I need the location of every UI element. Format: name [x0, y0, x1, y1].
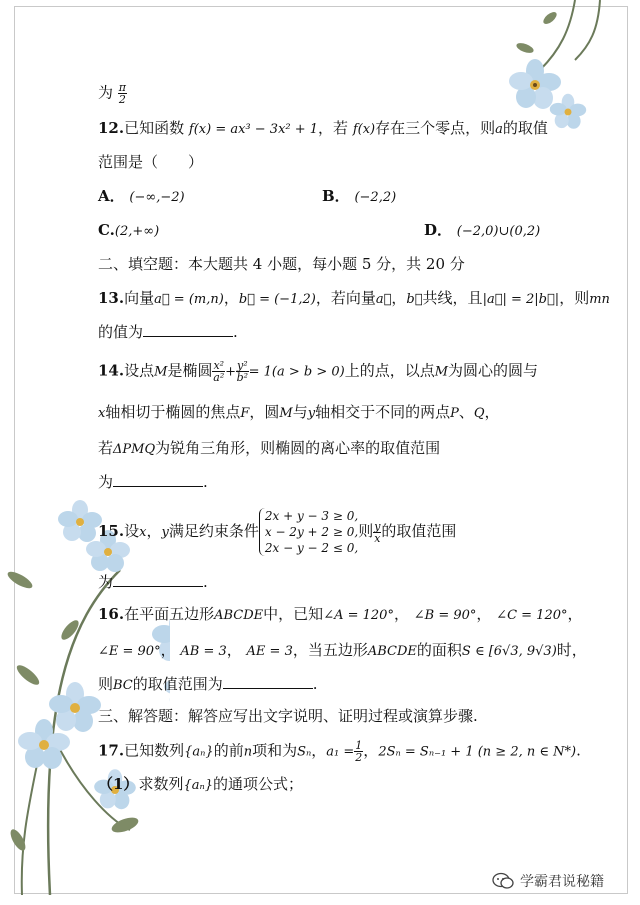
q12-option-b-label: B．: [322, 187, 350, 205]
q14-b2: b²: [236, 371, 249, 384]
q16-pentagon2: ABCDE: [367, 644, 417, 659]
q14-text9: 、: [458, 403, 474, 421]
q13-mn: mn: [589, 292, 610, 307]
q12-text4: 的取值: [502, 119, 548, 137]
q12-option-d-label: D．: [424, 221, 453, 239]
q11-frac-den: 2: [118, 93, 126, 106]
q17-n: n: [243, 744, 253, 760]
q11-frac-num: π: [118, 81, 127, 94]
q12-text1: 已知函数: [124, 119, 185, 137]
q15-line1: [98, 508, 456, 556]
q12-function: f(x) = ax³ − 3x² + 1: [188, 122, 319, 137]
q14-line1: [98, 360, 538, 383]
q13-vec-a: a⃗ = (m,n): [154, 292, 224, 307]
q17-text5: ，: [363, 741, 379, 760]
q12-a: a: [495, 122, 503, 137]
q11-fraction: [118, 82, 127, 105]
q14-m2: M: [434, 364, 449, 380]
q13-text5: 共线，且: [422, 289, 483, 307]
q12-option-d-value: (−2,0)∪(0,2): [456, 224, 541, 239]
q11-tail: [98, 82, 127, 105]
q14-frac-x: [212, 360, 225, 383]
q14-text11: 若: [98, 439, 114, 457]
q15-constraints: [259, 508, 358, 556]
q13-condition: |a⃗| = 2|b⃗|: [482, 292, 560, 307]
q13-line2: [98, 322, 238, 342]
q13-text6: ，则: [559, 289, 590, 307]
q16-text1: 在平面五边形: [124, 605, 215, 623]
q14-text12: 为锐角三角形，则椭圆的离心率的取值范围: [155, 439, 441, 457]
q12-number: 12.: [98, 119, 125, 137]
q13-text1: 向量: [124, 289, 155, 307]
section-2-heading: [98, 254, 465, 274]
q17-number: 17.: [98, 741, 125, 760]
q16-text7: 的取值范围为: [132, 675, 223, 693]
q16-line3: [98, 674, 318, 696]
q14-end: .: [203, 473, 208, 491]
q12-text5: 范围是（ ）: [98, 153, 204, 171]
q16-answer-blank: [223, 674, 313, 689]
q15-constraint-1: 2x + y − 3 ≥ 0,: [264, 509, 359, 523]
q14-x: x: [98, 406, 106, 421]
q13-line1: [98, 288, 610, 310]
q13-text4: ，: [391, 289, 407, 307]
q14-eq: = 1(a > b > 0): [248, 364, 345, 380]
q14-text5: 轴相切于椭圆的焦点: [105, 403, 241, 421]
q12-option-b-value: (−2,2): [354, 190, 397, 205]
q15-y: y: [161, 525, 169, 540]
q13-a: a⃗: [375, 292, 392, 307]
section-3-text: 三、解答题：解答应写出文字说明、证明过程或演算步骤.: [98, 707, 478, 725]
q12-option-b: [322, 186, 396, 208]
q17-text2: 的前: [213, 741, 244, 760]
q15-number: 15.: [98, 522, 125, 540]
q13-answer-blank: [143, 322, 233, 337]
q17-relation: 2Sₙ = Sₙ₋₁ + 1 (n ≥ 2, n ∈ N*): [378, 744, 577, 760]
q15-end: .: [203, 573, 208, 591]
q15-answer-blank: [113, 572, 203, 587]
q13-text7: 的值为: [98, 323, 144, 341]
q12-text2: ，若: [318, 119, 349, 137]
q16-line1: 16.在平面五边形ABCDE中，已知∠A = 120°， ∠B = 90°， ∠C = 120°，: [98, 605, 583, 623]
q17-text4: ，: [311, 741, 327, 760]
q13-number: 13.: [98, 289, 125, 307]
q17-half-den: 2: [355, 751, 363, 764]
q15-constraint-3: 2x − y − 2 ≤ 0,: [264, 541, 359, 555]
q16-pentagon: ABCDE: [214, 608, 264, 623]
q16-angle-a: ∠A = 120°: [323, 608, 394, 623]
q14-text4: 为圆心的圆与: [448, 361, 539, 380]
q14-line2: [98, 402, 500, 424]
q11-prefix: 为: [98, 83, 114, 102]
q15-constraint-2: x − 2y + 2 ≥ 0,: [264, 525, 359, 539]
q15-text5: 的取值范围: [381, 522, 457, 540]
q16-line2: ∠E = 90°， AB = 3， AE = 3，当五边形ABCDE的面积S ∈ [6√3, 9√3)时，: [98, 641, 587, 659]
q17-part1-text1: 求数列: [138, 775, 184, 793]
q15-text4: 则: [358, 522, 374, 540]
q14-y2: y²: [236, 359, 248, 372]
q12-fx: f(x): [352, 122, 376, 137]
q14-frac-y: [236, 360, 249, 383]
q12-option-a-value: (−∞,−2): [129, 190, 185, 205]
q16-text3: ，当五边形: [292, 641, 368, 659]
q17-part1-text2: 的通项公式；: [213, 775, 304, 793]
watermark: [492, 871, 604, 891]
q14-a2: a²: [213, 371, 225, 384]
q15-text6: 为: [98, 573, 114, 591]
q15-frac-y: y: [374, 519, 381, 533]
q17-line1: [98, 740, 581, 763]
q17-sn: Sₙ: [297, 744, 312, 760]
q17-part1-label: （1）: [98, 775, 139, 793]
q16-text5: 时，: [556, 641, 587, 659]
q12-option-a: [98, 186, 185, 208]
q16-number: 16.: [98, 605, 125, 623]
q14-text8: 轴相交于不同的两点: [315, 403, 451, 421]
q14-number: 14.: [98, 361, 125, 380]
q14-text10: ，: [484, 403, 500, 421]
q15-text1: 设: [124, 522, 140, 540]
q13-b: b⃗: [406, 292, 423, 307]
q16-area: S ∈ [6√3, 9√3): [461, 644, 557, 659]
q13-vec-b: b⃗ = (−1,2): [238, 292, 316, 307]
watermark-text: 学霸君说秘籍: [520, 874, 604, 890]
q14-p: P: [450, 406, 459, 421]
q16-bc: BC: [113, 678, 133, 693]
q17-end: .: [576, 741, 581, 760]
q14-q: Q: [473, 406, 485, 421]
q17-a1: a₁ =: [326, 744, 355, 760]
section-2-text: 二、填空题：本大题共 4 小题，每小题 5 分，共 20 分: [98, 255, 465, 273]
q14-text3: 上的点，以点: [344, 361, 435, 380]
q15-text3: 满足约束条件: [168, 522, 259, 540]
q14-triangle: ΔPMQ: [113, 442, 156, 457]
q12-line2: [98, 152, 203, 172]
q16-angle-e: ∠E = 90°: [98, 644, 161, 659]
q17-part1-an: {aₙ}: [183, 778, 214, 793]
q17-text1: 已知数列: [124, 741, 185, 760]
q13-text2: ，: [223, 289, 239, 307]
q13-text3: ，若向量: [315, 289, 376, 307]
q16-text4: 的面积: [416, 641, 462, 659]
q14-m3: M: [279, 406, 293, 421]
q12-option-d: [424, 220, 540, 242]
q14-m: M: [154, 364, 168, 380]
q14-plus: +: [225, 364, 236, 380]
q16-angle-c: ∠C = 120°: [496, 608, 568, 623]
q12-option-c-label: C.: [98, 221, 115, 239]
q14-text2: 是椭圆: [167, 361, 213, 380]
q14-text13: 为: [98, 473, 114, 491]
q17-part1: [98, 774, 303, 796]
q16-angle-b: ∠B = 90°: [413, 608, 477, 623]
q15-x: x: [139, 525, 147, 540]
q14-y: y: [307, 406, 316, 421]
q12-line1: [98, 118, 548, 140]
flower-decoration-left: [0, 500, 170, 895]
q12-option-a-label: A．: [98, 187, 125, 205]
q16-text2: 中，已知: [263, 605, 324, 623]
q16-end: .: [312, 675, 318, 693]
q16-ab: AB = 3: [180, 644, 227, 659]
q14-x2: x²: [213, 359, 225, 372]
q16-text6: 则: [98, 675, 114, 693]
q14-answer-blank: [113, 472, 203, 487]
q14-f: F: [240, 406, 250, 421]
q14-text6: ，圆: [249, 403, 280, 421]
section-3-heading: [98, 706, 478, 726]
wechat-icon: [492, 872, 514, 890]
q15-text2: ，: [146, 522, 162, 540]
q15-line2: [98, 572, 208, 592]
q15-frac-x: x: [374, 531, 381, 545]
q14-text1: 设点: [124, 361, 155, 380]
q13-end: .: [233, 323, 238, 341]
q17-an: {aₙ}: [184, 744, 214, 760]
q12-option-c-value: (2,+∞): [114, 224, 160, 239]
q12-text3: 存在三个零点，则: [375, 119, 496, 137]
q14-line4: [98, 472, 208, 492]
q14-text7: 与: [292, 403, 308, 421]
q17-text3: 项和为: [252, 741, 298, 760]
q16-ae: AE = 3: [246, 644, 293, 659]
q12-option-c: [98, 220, 159, 242]
q17-half: [354, 740, 363, 763]
q17-half-num: 1: [355, 739, 363, 752]
q14-line3: [98, 438, 440, 460]
